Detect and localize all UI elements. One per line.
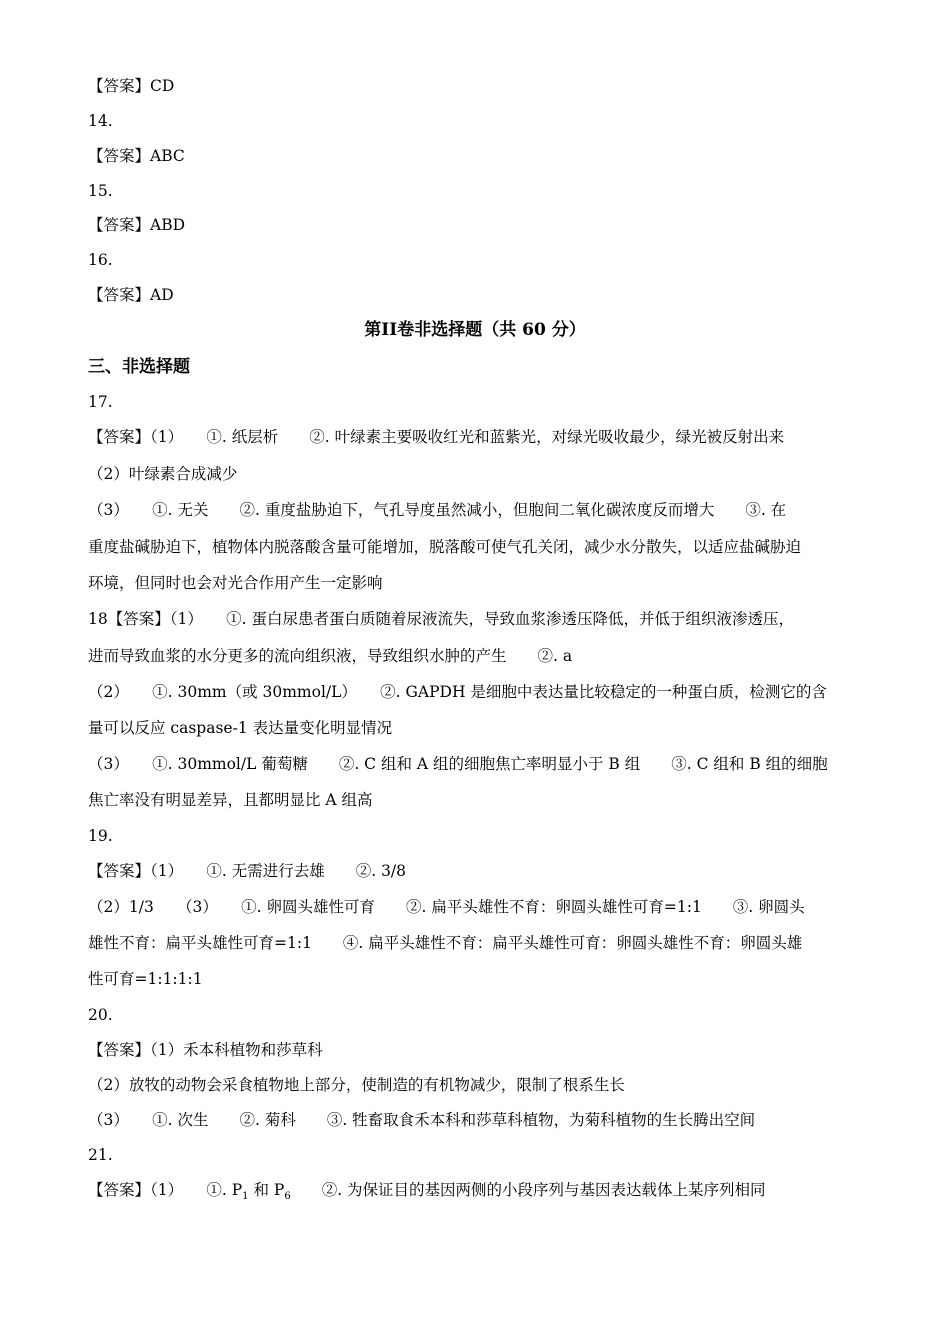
- answer-line: 性可育=1:1:1:1: [88, 970, 203, 988]
- answer-line: （3） ①. 次生 ②. 菊科 ③. 牲畜取食禾本科和莎草科植物，为菊科植物的生长腾出空间: [88, 1111, 756, 1129]
- question-number: 21.: [88, 1146, 113, 1164]
- section-title: 第II卷非选择题（共 60 分）: [364, 320, 586, 340]
- answer-text: 和 P: [248, 1181, 285, 1199]
- question-number: 20.: [88, 1006, 113, 1024]
- subscript: 6: [284, 1191, 291, 1203]
- answer-line: 【答案】（1） ①. 无需进行去雄 ②. 3/8: [88, 862, 407, 880]
- answer-line: 【答案】ABC: [88, 147, 185, 165]
- answer-line: 焦亡率没有明显差异，且都明显比 A 组高: [88, 791, 373, 809]
- answer-line: （2）1/3 （3） ①. 卵圆头雄性可育 ②. 扁平头雄性不育：卵圆头雄性可育=1:1 ③. 卵圆头: [88, 898, 805, 916]
- question-number: 16.: [88, 251, 113, 269]
- answer-line: 进而导致血浆的水分更多的流向组织液，导致组织水肿的产生 ②. a: [88, 647, 573, 665]
- subscript: 1: [242, 1191, 249, 1203]
- answer-line: 量可以反应 caspase-1 表达量变化明显情况: [88, 719, 393, 737]
- question-number: 14.: [88, 112, 113, 130]
- part-heading: 三、非选择题: [88, 357, 190, 377]
- answer-line: 【答案】AD: [88, 286, 174, 304]
- answer-line: （2）叶绿素合成减少: [88, 465, 238, 483]
- question-number: 19.: [88, 827, 113, 845]
- answer-line: 18【答案】（1） ①. 蛋白尿患者蛋白质随着尿液流失，导致血浆渗透压降低，并低于组织液渗透压，: [88, 610, 794, 628]
- answer-text: 【答案】（1） ①. P: [88, 1181, 243, 1199]
- answer-line: 【答案】（1）禾本科植物和莎草科: [88, 1041, 323, 1059]
- answer-line: 雄性不育：扁平头雄性可育=1:1 ④. 扁平头雄性不育：扁平头雄性可育：卵圆头雄性不育：卵圆头雄: [88, 934, 803, 952]
- answer-line: 【答案】ABD: [88, 216, 186, 234]
- answer-line: （2）放牧的动物会采食植物地上部分，使制造的有机物减少，限制了根系生长: [88, 1076, 625, 1094]
- answer-line: 【答案】（1） ①. 纸层析 ②. 叶绿素主要吸收红光和蓝紫光，对绿光吸收最少，绿光被反射出来: [88, 428, 785, 446]
- answer-line: （3） ①. 30mmol/L 葡萄糖 ②. C 组和 A 组的细胞焦亡率明显小于 B 组 ③. C 组和 B 组的细胞: [88, 755, 828, 773]
- answer-line: 环境，但同时也会对光合作用产生一定影响: [88, 574, 383, 592]
- answer-line: 重度盐碱胁迫下，植物体内脱落酸含量可能增加，脱落酸可使气孔关闭，减少水分散失，以适应盐碱胁迫: [88, 538, 802, 556]
- question-number: 15.: [88, 182, 113, 200]
- answer-line: [88, 1180, 868, 1207]
- answer-line: 【答案】CD: [88, 77, 175, 95]
- answer-line: （2） ①. 30mm（或 30mmol/L） ②. GAPDH 是细胞中表达量比较稳定的一种蛋白质，检测它的含: [88, 683, 827, 701]
- question-number: 17.: [88, 393, 113, 411]
- answer-text: ②. 为保证目的基因两侧的小段序列与基因表达载体上某序列相同: [290, 1181, 766, 1199]
- answer-line: （3） ①. 无关 ②. 重度盐胁迫下，气孔导度虽然减小，但胞间二氧化碳浓度反而增大 ③. 在: [88, 501, 787, 519]
